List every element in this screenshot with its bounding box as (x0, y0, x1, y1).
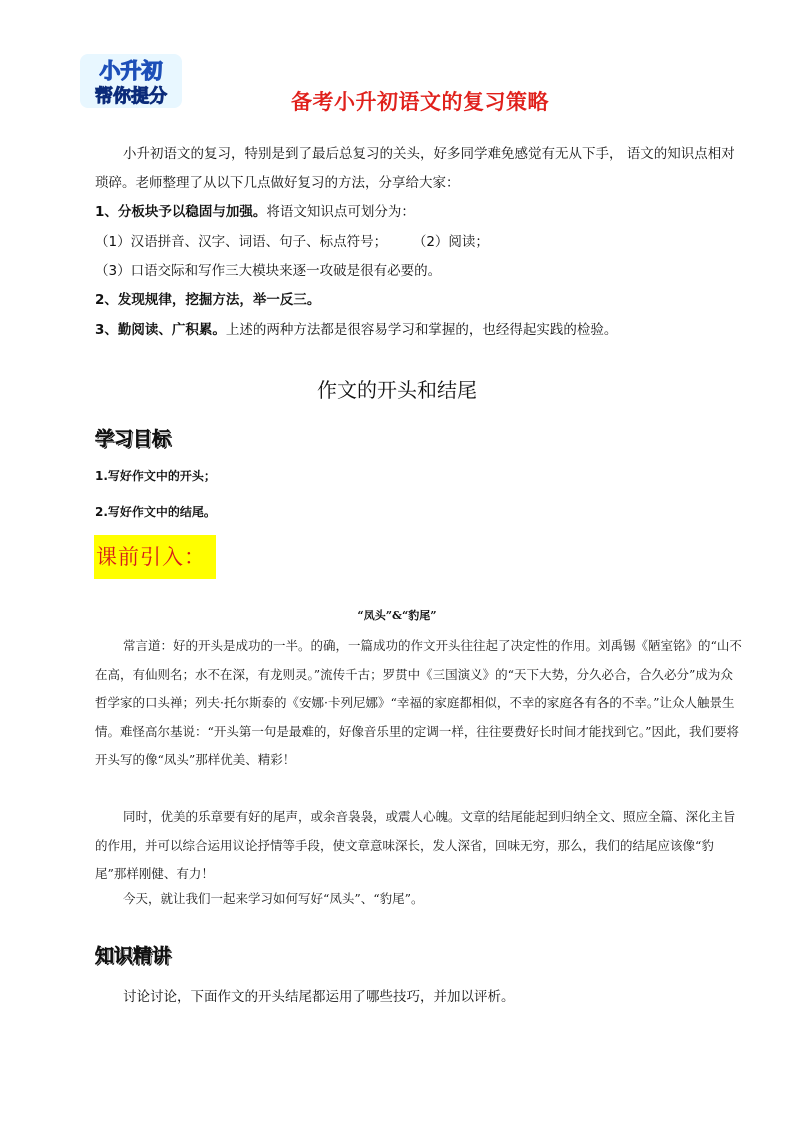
tip-3-rest: 上述的两种方法都是很容易学习和掌握的，也经得起实践的检验。 (225, 322, 618, 338)
section-title: 作文的开头和结尾 (317, 378, 477, 402)
goal-item: 1.写好作文中的开头； (95, 469, 216, 483)
page-title: 备考小升初语文的复习策略 (291, 90, 549, 114)
tip-3 (95, 316, 745, 345)
tip-3-bold: 3、勤阅读、广积累。 (95, 322, 226, 338)
goal-item: 2.写好作文中的结尾。 (95, 505, 216, 519)
logo-line2: 帮你提分 (95, 86, 167, 107)
logo-line1: 小升初 (99, 59, 163, 83)
brand-logo (78, 52, 184, 110)
story-paragraph-1: 常言道：好的开头是成功的一半。的确，一篇成功的作文开头往往起了决定性的作用。刘禹锡《陋室铭》的“山不在高，有仙则名；水不在深，有龙则灵。”流传千古；罗贯中《三国演义》的“天下大势，分久必合，合久必分”成为众哲学家的口头禅；列夫·托尔斯泰的《安娜·卡列尼娜》“幸福的家庭都相似，不幸的家庭各有各的不幸。”让众人触景生情。难怪高尔基说：“开头第一句是最难的，好像音乐里的定调一样，往往要费好长时间才能找到它。”因此，我们要将开头写的像“凤头”那样优美、精彩！ (95, 638, 742, 767)
lead-in-label: 课前引入： (94, 535, 216, 579)
tip-1-b: （3）口语交际和写作三大模块来逐一攻破是很有必要的。 (95, 263, 442, 279)
goals-heading: 学习目标 (95, 428, 172, 450)
tip-1 (95, 198, 745, 227)
intro-paragraph: 小升初语文的复习，特别是到了最后总复习的关头，好多同学难免感觉有无从下手， 语文的知识点相对琐碎。老师整理了从以下几点做好复习的方法，分享给大家： (95, 146, 735, 191)
story-subtitle: “凤头”&“豹尾” (357, 609, 437, 622)
story-paragraph-3: 今天，就让我们一起来学习如何写好“凤头”、“豹尾”。 (123, 891, 424, 906)
tip-1-a: （1）汉语拼音、汉字、词语、句子、标点符号； （2）阅读； (95, 234, 489, 250)
knowledge-text: 讨论讨论，下面作文的开头结尾都运用了哪些技巧，并加以评析。 (123, 989, 515, 1005)
tip-2: 2、发现规律，挖掘方法，举一反三。 (95, 292, 321, 308)
tip-1-rest: 将语文知识点可划分为： (266, 204, 415, 220)
story-paragraph-2: 同时，优美的乐章要有好的尾声，或余音袅袅，或震人心魄。文章的结尾能起到归纳全文、照应全篇、深化主旨的作用，并可以综合运用议论抒情等手段，使文章意味深长，发人深省，回味无穷，那么，我们的结尾应该像“豹尾”那样刚健、有力！ (95, 809, 736, 881)
knowledge-heading: 知识精讲 (95, 945, 172, 967)
tip-1-bold: 1、分板块予以稳固与加强。 (95, 204, 267, 220)
